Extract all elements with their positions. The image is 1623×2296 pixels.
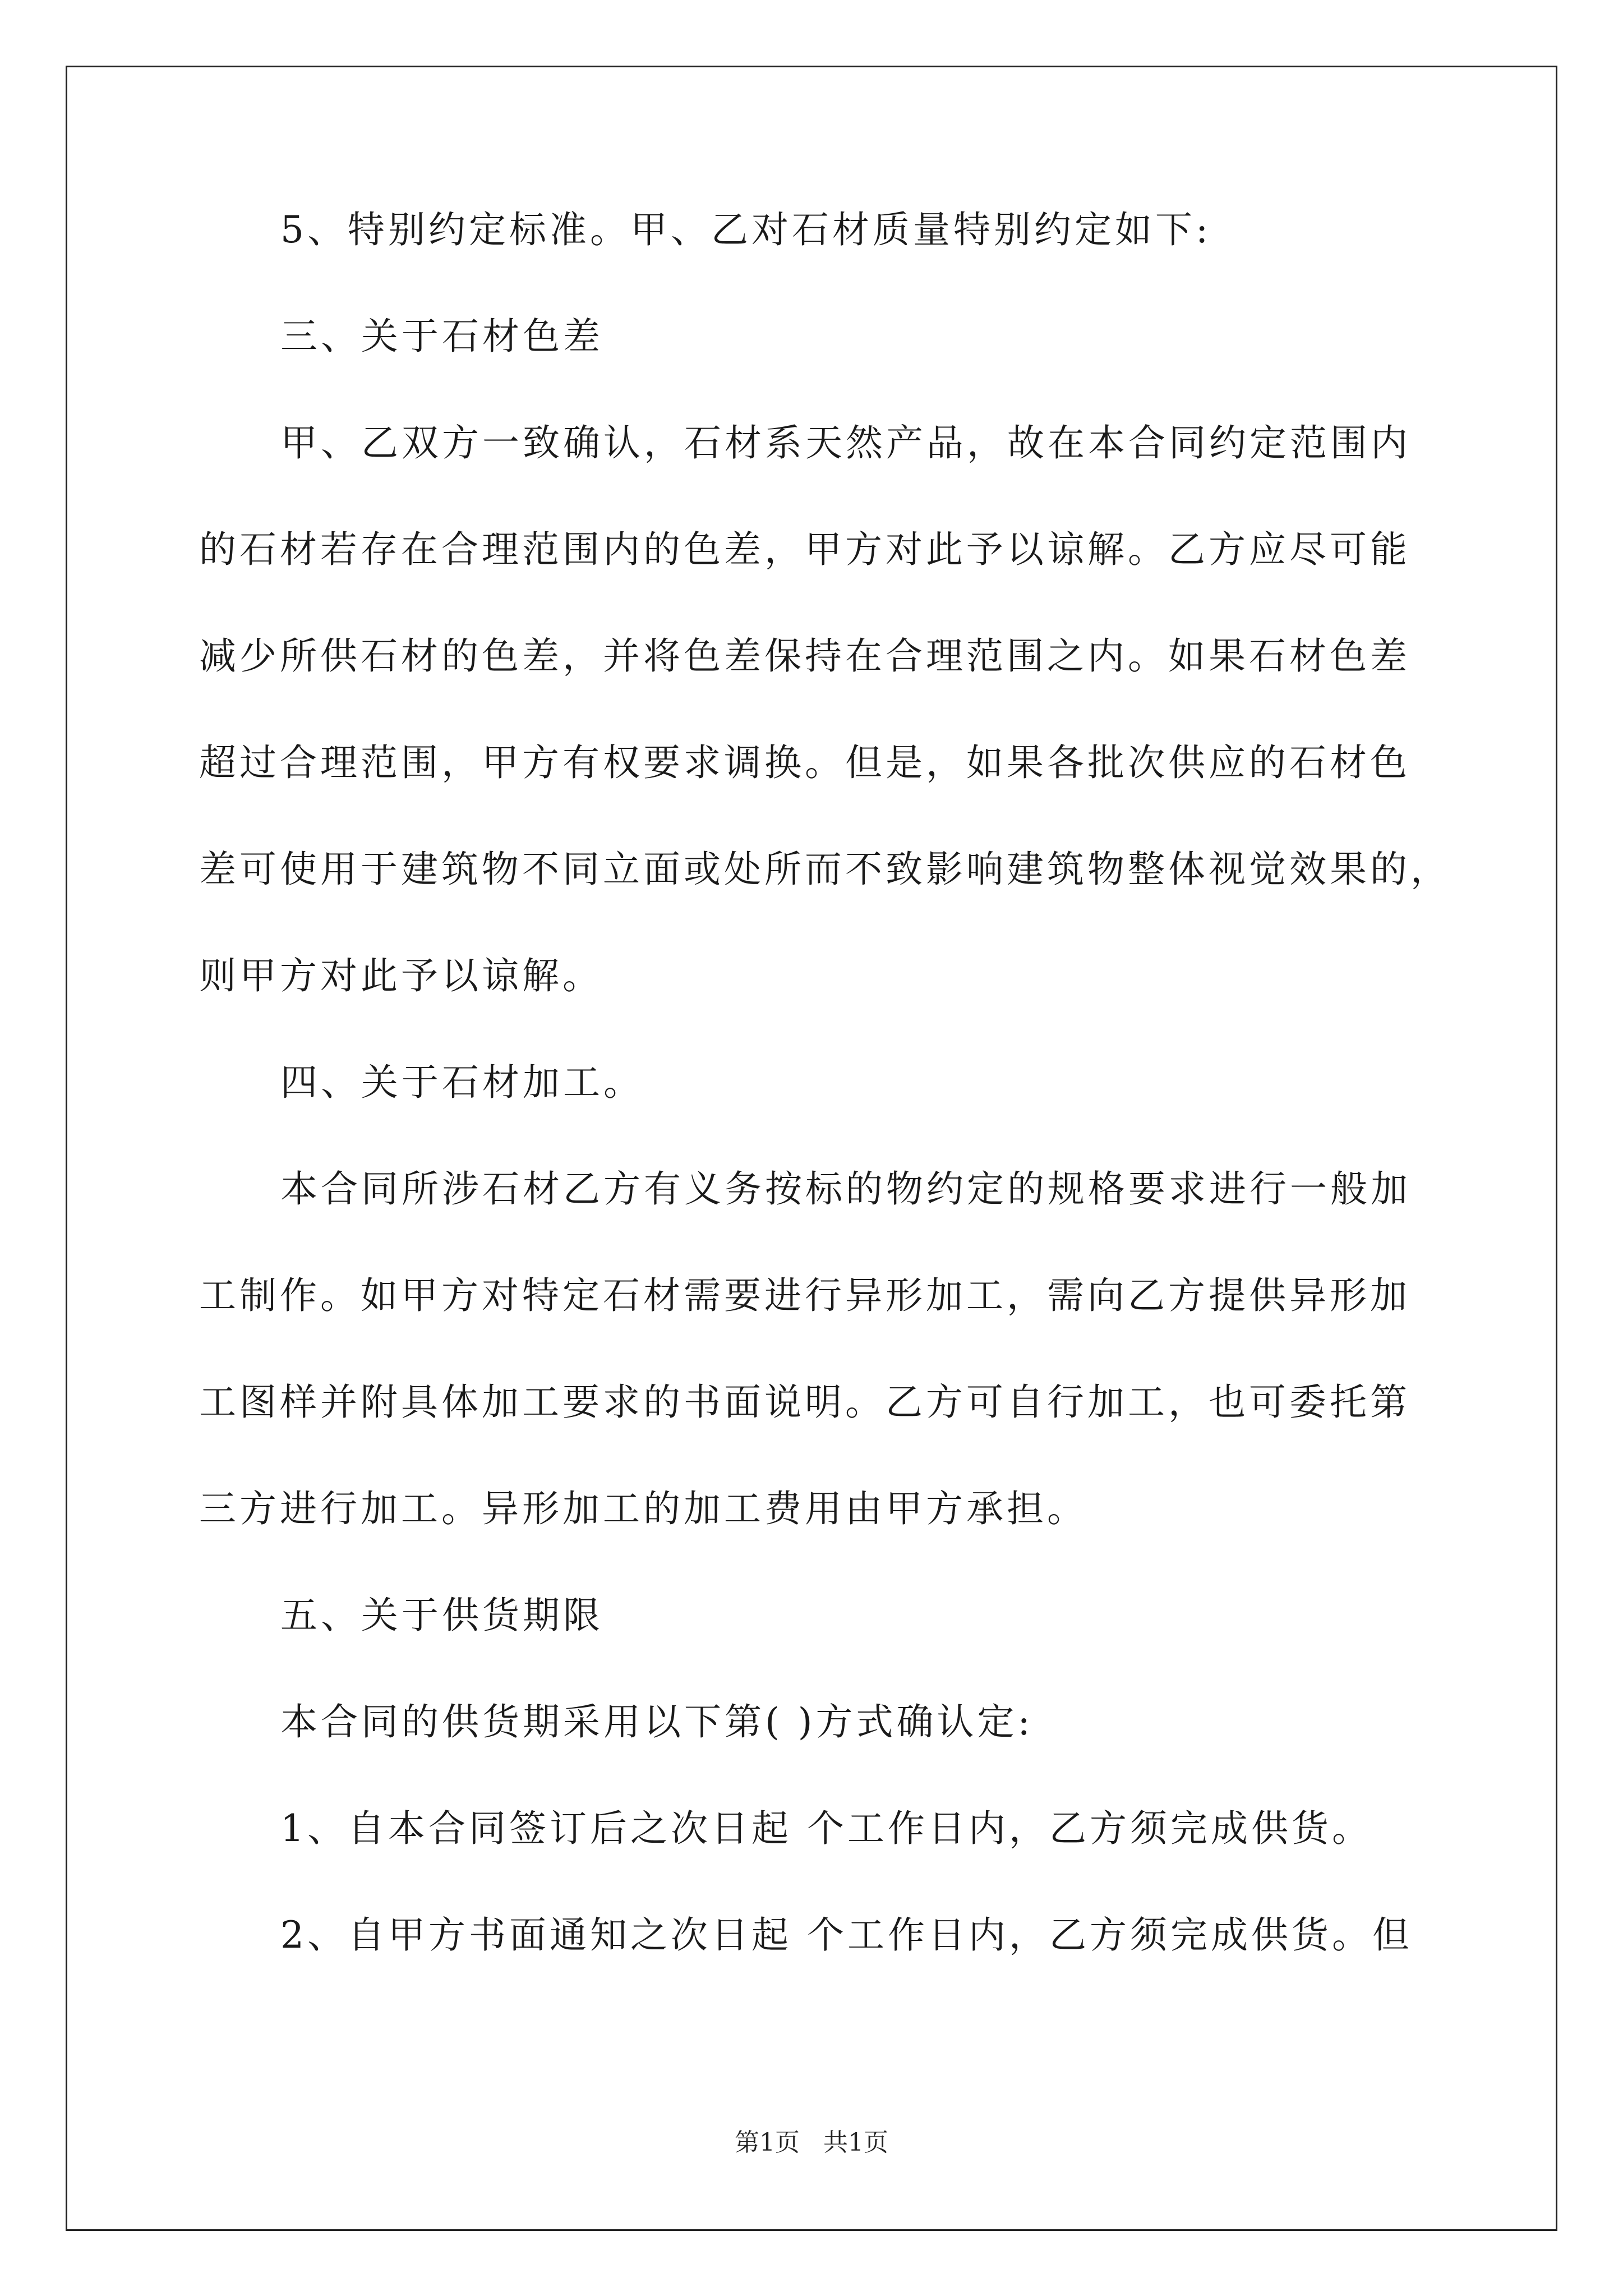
list-item: 2、自甲方书面通知之次日起 个工作日内，乙方须完成供货。但 — [280, 1913, 1413, 1957]
paragraph-line: 三方进行加工。异形加工的加工费用由甲方承担。 — [199, 1487, 1087, 1530]
paragraph-line: 本合同所涉石材乙方有义务按标的物约定的规格要求进行一般加 — [280, 1167, 1411, 1211]
paragraph-line: 工图样并附具体加工要求的书面说明。乙方可自行加工，也可委托第 — [199, 1381, 1410, 1424]
section-heading: 四、关于石材加工。 — [280, 1061, 644, 1104]
paragraph-line: 本合同的供货期采用以下第( )方式确认定: — [280, 1700, 1034, 1743]
page-number: 第1页 共1页 — [735, 2128, 888, 2157]
paragraph-line: 超过合理范围，甲方有权要求调换。但是，如果各批次供应的石材色 — [199, 741, 1410, 784]
paragraph-line: 5、特别约定标准。甲、乙对石材质量特别约定如下: — [280, 208, 1212, 251]
paragraph-line: 减少所供石材的色差，并将色差保持在合理范围之内。如果石材色差 — [199, 634, 1410, 678]
section-heading: 五、关于供货期限 — [280, 1594, 603, 1637]
paragraph-line: 则甲方对此予以谅解。 — [199, 954, 603, 997]
section-heading: 三、关于石材色差 — [280, 315, 603, 358]
paragraph-line: 甲、乙双方一致确认，石材系天然产品，故在本合同约定范围内 — [280, 421, 1411, 464]
list-item: 1、自本合同签订后之次日起 个工作日内，乙方须完成供货。 — [280, 1807, 1372, 1850]
paragraph-line: 的石材若存在合理范围内的色差，甲方对此予以谅解。乙方应尽可能 — [199, 528, 1410, 571]
paragraph-line: 差可使用于建筑物不同立面或处所而不致影响建筑物整体视觉效果的， — [199, 848, 1451, 891]
page-border — [66, 66, 1557, 2231]
paragraph-line: 工制作。如甲方对特定石材需要进行异形加工，需向乙方提供异形加 — [199, 1274, 1410, 1317]
